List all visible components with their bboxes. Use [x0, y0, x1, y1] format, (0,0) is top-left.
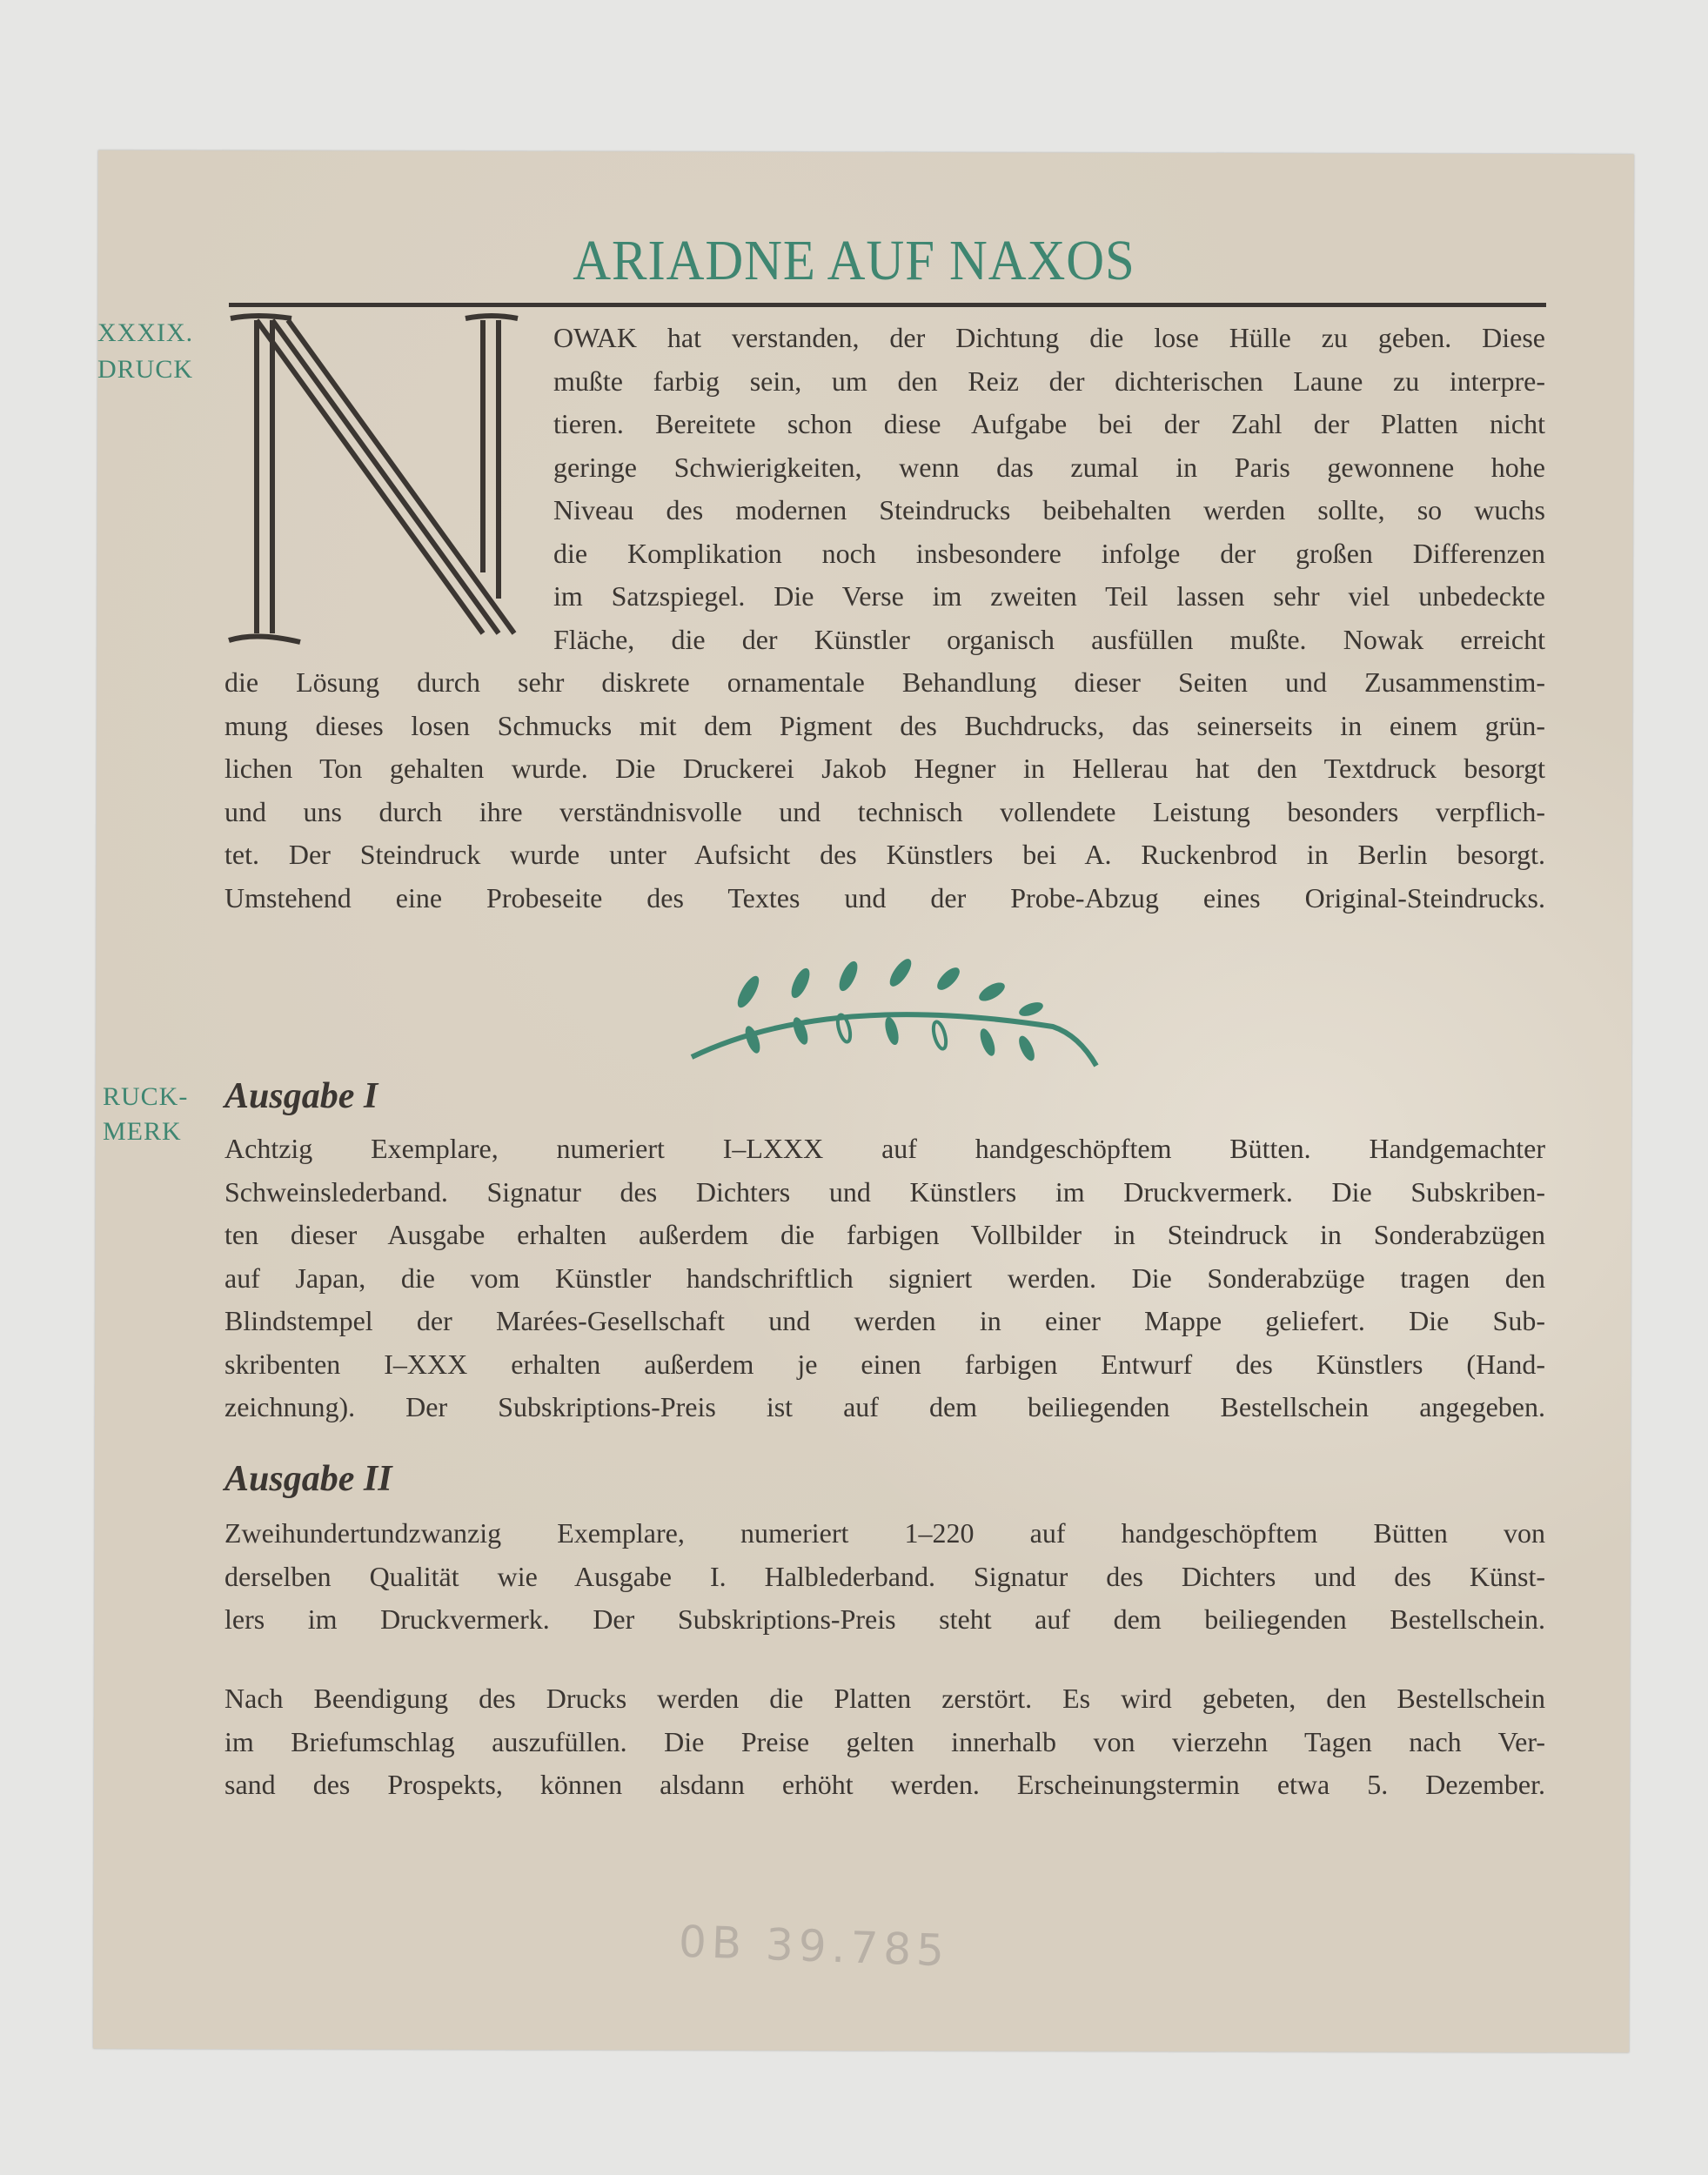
margin-label: XXXIX.	[97, 318, 194, 347]
text-line: lichen Ton gehalten wurde. Die Druckerei Jakob Hegner in Hellerau hat den Textdruck besorgt	[224, 753, 1545, 784]
text-line: mußte farbig sein, um den Reiz der dichterischen Laune zu interpre-	[553, 365, 1545, 397]
page-title: ARIADNE AUF NAXOS	[573, 229, 1135, 292]
text-line: Blindstempel der Marées-Gesellschaft und werden in einer Mappe geliefert. Die Sub-	[224, 1305, 1545, 1336]
laurel-branch-ornament	[687, 957, 1105, 1079]
text-line: OWAK hat verstanden, der Dichtung die lose Hülle zu geben. Diese	[553, 322, 1545, 353]
text-line: mung dieses losen Schmucks mit dem Pigment des Buchdrucks, das seinerseits in einem grün-	[224, 709, 1545, 741]
text-line: Fläche, die der Künstler organisch ausfüllen mußte. Nowak erreicht	[553, 623, 1545, 655]
text-line: lers im Druckvermerk. Der Subskriptions-Preis steht auf dem beiliegenden Bestellschein.	[224, 1603, 1545, 1635]
text-line: im Briefumschlag auszufüllen. Die Preise gelten innerhalb von vierzehn Tagen nach Ver-	[224, 1725, 1545, 1757]
text-line: skribenten I–XXX erhalten außerdem je einen farbigen Entwurf des Künstlers (Hand-	[224, 1348, 1545, 1380]
text-line: Nach Beendigung des Drucks werden die Platten zerstört. Es wird gebeten, den Bestellschein	[224, 1683, 1545, 1714]
text-line: Zweihundertundzwanzig Exemplare, numeriert 1–220 auf handgeschöpftem Bütten von	[224, 1517, 1545, 1549]
drop-cap-n	[222, 311, 544, 651]
text-line: die Lösung durch sehr diskrete ornamentale Behandlung dieser Seiten und Zusammenstim-	[224, 666, 1545, 698]
text-line: sand des Prospekts, können alsdann erhöht werden. Erscheinungstermin etwa 5. Dezember.	[224, 1769, 1545, 1800]
text-line: Niveau des modernen Steindrucks beibehalten werden sollte, so wuchs	[553, 494, 1545, 525]
text-line: die Komplikation noch insbesondere infolge der großen Differenzen	[553, 537, 1545, 569]
heading-ausgabe-2: Ausgabe II	[224, 1459, 392, 1499]
text-line: ten dieser Ausgabe erhalten außerdem die farbigen Vollbilder in Steindruck in Sonderabzügen	[224, 1219, 1545, 1250]
text-line: tet. Der Steindruck wurde unter Aufsicht des Künstlers bei A. Ruckenbrod in Berlin besorgt.	[224, 839, 1545, 870]
text-line: zeichnung). Der Subskriptions-Preis ist auf dem beiliegenden Bestellschein angegeben.	[224, 1391, 1545, 1422]
text-line: Schweinslederband. Signatur des Dichters und Künstlers im Druckvermerk. Die Subskriben-	[224, 1175, 1545, 1208]
heading-ausgabe-1: Ausgabe I	[224, 1076, 378, 1116]
margin-label: RUCK-	[103, 1082, 189, 1111]
text-line: im Satzspiegel. Die Verse im zweiten Teil lassen sehr viel unbedeckte	[553, 580, 1545, 612]
text-line: Achtzig Exemplare, numeriert I–LXXX auf handgeschöpftem Bütten. Handgemachter	[224, 1133, 1545, 1164]
margin-label: MERK	[103, 1117, 182, 1146]
text-line: Umstehend eine Probeseite des Textes und der Probe-Abzug eines Original-Steindrucks.	[224, 881, 1545, 914]
title-rule	[229, 303, 1546, 307]
text-line: geringe Schwierigkeiten, wenn das zumal in Paris gewonnene hohe	[553, 451, 1545, 483]
pencil-inventory-number: 0B 39.785	[678, 1916, 950, 1977]
margin-label: DRUCK	[97, 355, 194, 384]
text-line: derselben Qualität wie Ausgabe I. Halblederband. Signatur des Dichters und des Künst-	[224, 1560, 1545, 1592]
text-line: tieren. Bereitete schon diese Aufgabe bei der Zahl der Platten nicht	[553, 408, 1545, 439]
text-line: und uns durch ihre verständnisvolle und technisch vollendete Leistung besonders verpflich-	[224, 795, 1545, 827]
text-line: auf Japan, die vom Künstler handschriftlich signiert werden. Die Sonderabzüge tragen den	[224, 1262, 1545, 1294]
